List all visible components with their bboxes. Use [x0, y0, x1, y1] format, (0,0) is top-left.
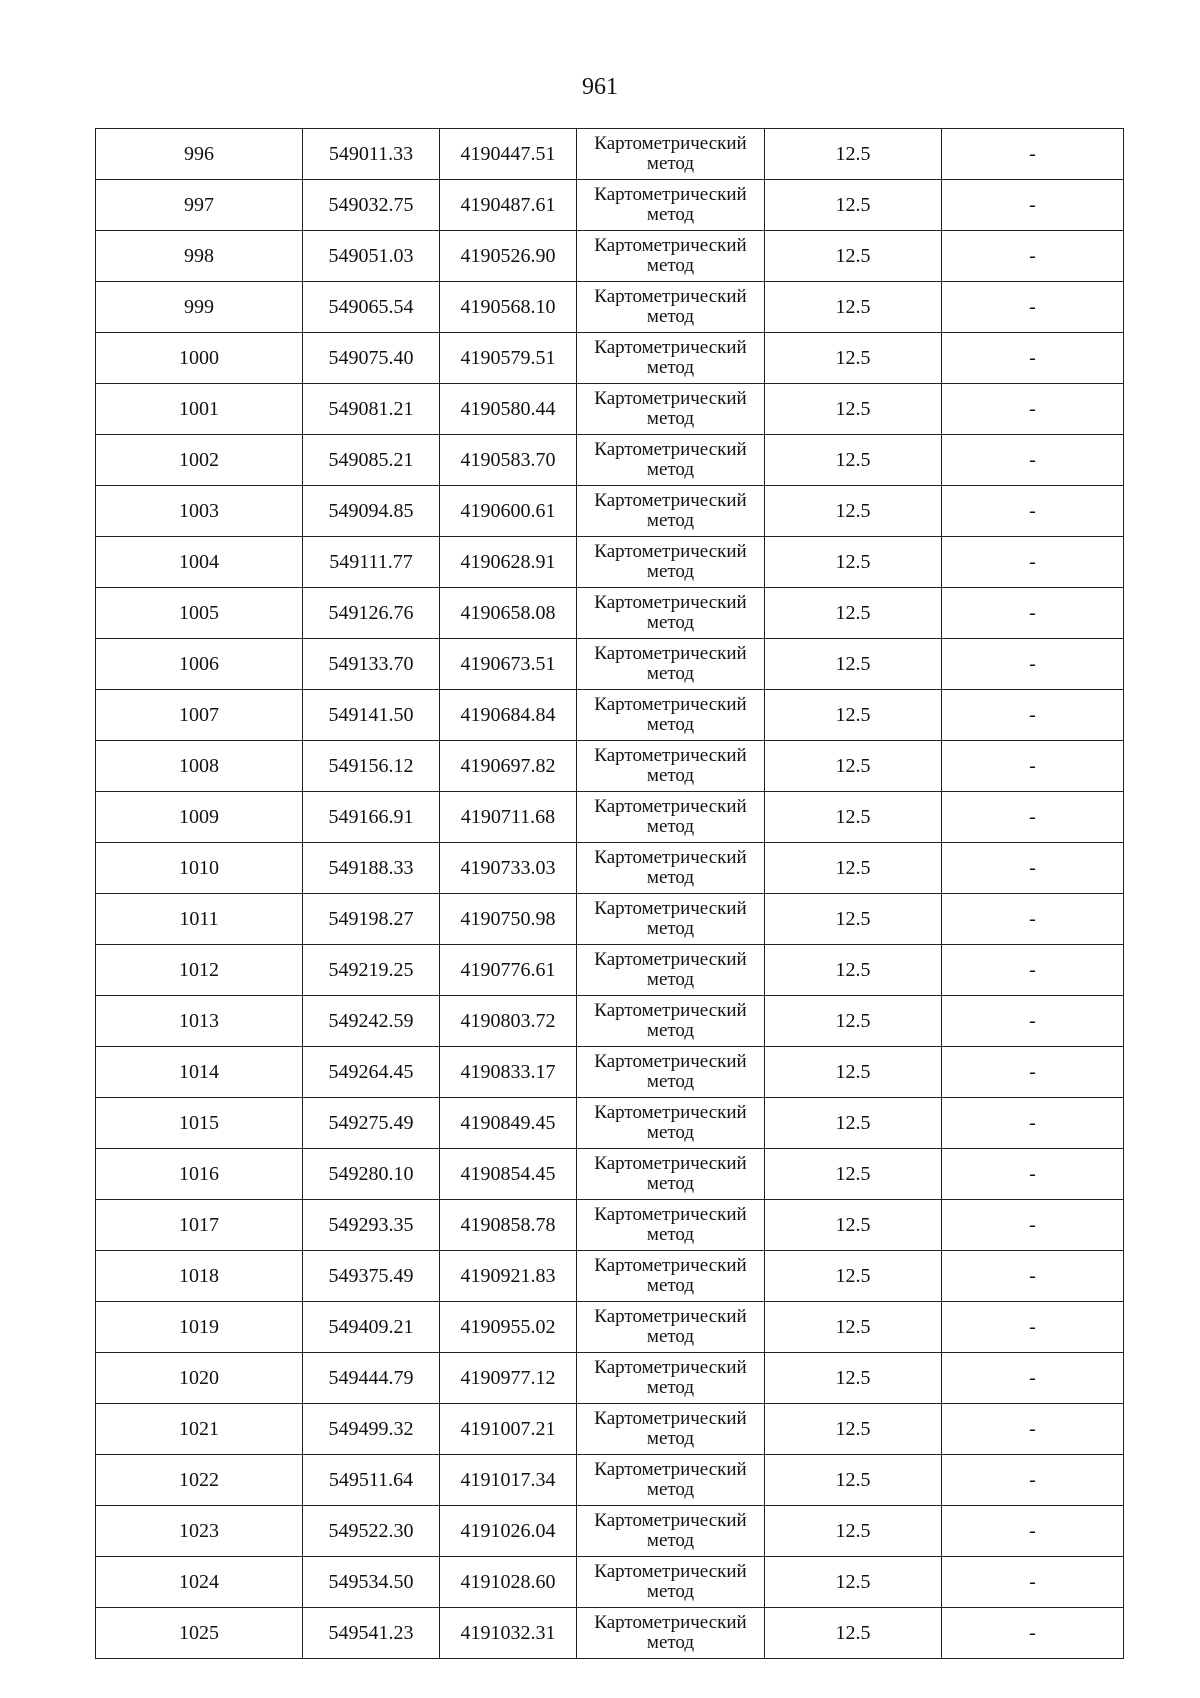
point-number-cell: 996 — [96, 129, 303, 180]
method-line-1: Картометрический — [594, 1561, 747, 1582]
point-number-cell: 1009 — [96, 792, 303, 843]
method-line-1: Картометрический — [594, 541, 747, 562]
x-coordinate-cell: 549280.10 — [303, 1149, 440, 1200]
method-line-1: Картометрический — [594, 235, 747, 256]
method-line-2: метод — [646, 1428, 695, 1449]
table-row — [96, 945, 1124, 996]
accuracy-cell: 12.5 — [765, 1200, 942, 1251]
table-row — [96, 1098, 1124, 1149]
x-coordinate-cell: 549541.23 — [303, 1608, 440, 1659]
method-line-2: метод — [646, 561, 695, 582]
y-coordinate-cell: 4191017.34 — [440, 1455, 577, 1506]
method-line-2: метод — [646, 357, 695, 378]
table-row — [96, 231, 1124, 282]
method-cell — [577, 1149, 765, 1200]
table-row — [96, 741, 1124, 792]
method-cell — [577, 1353, 765, 1404]
note-cell: - — [942, 282, 1124, 333]
note-cell: - — [942, 639, 1124, 690]
method-line-2: метод — [646, 255, 695, 276]
note-cell: - — [942, 894, 1124, 945]
method-line-2: метод — [646, 204, 695, 225]
method-line-1: Картометрический — [594, 1459, 747, 1480]
x-coordinate-cell: 549111.77 — [303, 537, 440, 588]
point-number-cell: 1020 — [96, 1353, 303, 1404]
table-row — [96, 282, 1124, 333]
method-line-1: Картометрический — [594, 490, 747, 511]
method-cell — [577, 843, 765, 894]
note-cell: - — [942, 129, 1124, 180]
note-cell: - — [942, 1251, 1124, 1302]
point-number-cell: 1007 — [96, 690, 303, 741]
note-cell: - — [942, 1200, 1124, 1251]
method-line-2: метод — [646, 969, 695, 990]
table-row — [96, 843, 1124, 894]
method-line-1: Картометрический — [594, 1051, 747, 1072]
point-number-cell: 1008 — [96, 741, 303, 792]
x-coordinate-cell: 549409.21 — [303, 1302, 440, 1353]
table-row — [96, 639, 1124, 690]
accuracy-cell: 12.5 — [765, 1608, 942, 1659]
note-cell: - — [942, 741, 1124, 792]
accuracy-cell: 12.5 — [765, 1404, 942, 1455]
point-number-cell: 1015 — [96, 1098, 303, 1149]
table-row — [96, 792, 1124, 843]
method-cell — [577, 282, 765, 333]
accuracy-cell: 12.5 — [765, 1098, 942, 1149]
accuracy-cell: 12.5 — [765, 639, 942, 690]
y-coordinate-cell: 4190977.12 — [440, 1353, 577, 1404]
accuracy-cell: 12.5 — [765, 792, 942, 843]
method-line-1: Картометрический — [594, 133, 747, 154]
method-line-2: метод — [646, 408, 695, 429]
method-line-2: метод — [646, 1326, 695, 1347]
x-coordinate-cell: 549011.33 — [303, 129, 440, 180]
point-number-cell: 1022 — [96, 1455, 303, 1506]
table-row — [96, 1404, 1124, 1455]
method-line-2: метод — [646, 1071, 695, 1092]
method-cell — [577, 1608, 765, 1659]
method-cell — [577, 231, 765, 282]
method-cell — [577, 894, 765, 945]
note-cell: - — [942, 690, 1124, 741]
accuracy-cell: 12.5 — [765, 894, 942, 945]
accuracy-cell: 12.5 — [765, 435, 942, 486]
method-cell — [577, 180, 765, 231]
note-cell: - — [942, 588, 1124, 639]
point-number-cell: 1010 — [96, 843, 303, 894]
x-coordinate-cell: 549275.49 — [303, 1098, 440, 1149]
accuracy-cell: 12.5 — [765, 282, 942, 333]
table-row — [96, 1353, 1124, 1404]
table-row — [96, 1557, 1124, 1608]
table-row — [96, 588, 1124, 639]
method-cell — [577, 690, 765, 741]
y-coordinate-cell: 4190849.45 — [440, 1098, 577, 1149]
table-row — [96, 1608, 1124, 1659]
x-coordinate-cell: 549511.64 — [303, 1455, 440, 1506]
table-row — [96, 1047, 1124, 1098]
y-coordinate-cell: 4191032.31 — [440, 1608, 577, 1659]
method-line-2: метод — [646, 1224, 695, 1245]
table-row — [96, 384, 1124, 435]
x-coordinate-cell: 549075.40 — [303, 333, 440, 384]
point-number-cell: 1019 — [96, 1302, 303, 1353]
method-line-1: Картометрический — [594, 1306, 747, 1327]
method-cell — [577, 1251, 765, 1302]
point-number-cell: 1000 — [96, 333, 303, 384]
method-line-2: метод — [646, 1530, 695, 1551]
note-cell: - — [942, 537, 1124, 588]
method-line-1: Картометрический — [594, 643, 747, 664]
method-cell — [577, 129, 765, 180]
x-coordinate-cell: 549032.75 — [303, 180, 440, 231]
accuracy-cell: 12.5 — [765, 588, 942, 639]
y-coordinate-cell: 4190711.68 — [440, 792, 577, 843]
point-number-cell: 1021 — [96, 1404, 303, 1455]
accuracy-cell: 12.5 — [765, 129, 942, 180]
x-coordinate-cell: 549198.27 — [303, 894, 440, 945]
table-row — [96, 996, 1124, 1047]
point-number-cell: 1023 — [96, 1506, 303, 1557]
method-line-2: метод — [646, 1275, 695, 1296]
accuracy-cell: 12.5 — [765, 180, 942, 231]
y-coordinate-cell: 4190955.02 — [440, 1302, 577, 1353]
x-coordinate-cell: 549522.30 — [303, 1506, 440, 1557]
point-number-cell: 1014 — [96, 1047, 303, 1098]
method-cell — [577, 1404, 765, 1455]
y-coordinate-cell: 4190921.83 — [440, 1251, 577, 1302]
x-coordinate-cell: 549188.33 — [303, 843, 440, 894]
point-number-cell: 1012 — [96, 945, 303, 996]
method-line-2: метод — [646, 1377, 695, 1398]
accuracy-cell: 12.5 — [765, 945, 942, 996]
point-number-cell: 1006 — [96, 639, 303, 690]
note-cell: - — [942, 486, 1124, 537]
y-coordinate-cell: 4190579.51 — [440, 333, 577, 384]
method-line-1: Картометрический — [594, 1612, 747, 1633]
note-cell: - — [942, 1608, 1124, 1659]
method-line-1: Картометрический — [594, 949, 747, 970]
x-coordinate-cell: 549219.25 — [303, 945, 440, 996]
point-number-cell: 1005 — [96, 588, 303, 639]
point-number-cell: 999 — [96, 282, 303, 333]
method-cell — [577, 1098, 765, 1149]
method-line-2: метод — [646, 1173, 695, 1194]
method-line-1: Картометрический — [594, 439, 747, 460]
y-coordinate-cell: 4190568.10 — [440, 282, 577, 333]
method-line-2: метод — [646, 1122, 695, 1143]
accuracy-cell: 12.5 — [765, 690, 942, 741]
x-coordinate-cell: 549081.21 — [303, 384, 440, 435]
method-line-2: метод — [646, 1581, 695, 1602]
table-row — [96, 894, 1124, 945]
table-row — [96, 537, 1124, 588]
y-coordinate-cell: 4190580.44 — [440, 384, 577, 435]
method-cell — [577, 588, 765, 639]
method-line-1: Картометрический — [594, 1255, 747, 1276]
method-cell — [577, 945, 765, 996]
method-line-2: метод — [646, 153, 695, 174]
point-number-cell: 1002 — [96, 435, 303, 486]
method-line-2: метод — [646, 714, 695, 735]
note-cell: - — [942, 435, 1124, 486]
table-row — [96, 180, 1124, 231]
method-line-1: Картометрический — [594, 796, 747, 817]
note-cell: - — [942, 996, 1124, 1047]
point-number-cell: 1001 — [96, 384, 303, 435]
method-line-1: Картометрический — [594, 1000, 747, 1021]
method-cell — [577, 639, 765, 690]
point-number-cell: 1011 — [96, 894, 303, 945]
method-line-1: Картометрический — [594, 184, 747, 205]
table-row — [96, 1251, 1124, 1302]
method-line-2: метод — [646, 1632, 695, 1653]
note-cell: - — [942, 333, 1124, 384]
x-coordinate-cell: 549166.91 — [303, 792, 440, 843]
x-coordinate-cell: 549133.70 — [303, 639, 440, 690]
point-number-cell: 1017 — [96, 1200, 303, 1251]
method-cell — [577, 1302, 765, 1353]
point-number-cell: 1003 — [96, 486, 303, 537]
point-number-cell: 1025 — [96, 1608, 303, 1659]
note-cell: - — [942, 1404, 1124, 1455]
method-line-2: метод — [646, 918, 695, 939]
x-coordinate-cell: 549156.12 — [303, 741, 440, 792]
y-coordinate-cell: 4190858.78 — [440, 1200, 577, 1251]
point-number-cell: 997 — [96, 180, 303, 231]
note-cell: - — [942, 384, 1124, 435]
accuracy-cell: 12.5 — [765, 1557, 942, 1608]
accuracy-cell: 12.5 — [765, 333, 942, 384]
accuracy-cell: 12.5 — [765, 486, 942, 537]
note-cell: - — [942, 180, 1124, 231]
x-coordinate-cell: 549293.35 — [303, 1200, 440, 1251]
method-line-1: Картометрический — [594, 1204, 747, 1225]
table-row — [96, 690, 1124, 741]
y-coordinate-cell: 4190526.90 — [440, 231, 577, 282]
table-body — [96, 129, 1124, 1659]
page-number: 961 — [582, 74, 618, 100]
method-line-1: Картометрический — [594, 1102, 747, 1123]
y-coordinate-cell: 4190673.51 — [440, 639, 577, 690]
table-row — [96, 1200, 1124, 1251]
method-cell — [577, 996, 765, 1047]
y-coordinate-cell: 4190600.61 — [440, 486, 577, 537]
x-coordinate-cell: 549094.85 — [303, 486, 440, 537]
method-line-2: метод — [646, 510, 695, 531]
method-line-1: Картометрический — [594, 1408, 747, 1429]
method-line-1: Картометрический — [594, 1357, 747, 1378]
note-cell: - — [942, 1557, 1124, 1608]
y-coordinate-cell: 4190833.17 — [440, 1047, 577, 1098]
point-number-cell: 1013 — [96, 996, 303, 1047]
accuracy-cell: 12.5 — [765, 1455, 942, 1506]
x-coordinate-cell: 549126.76 — [303, 588, 440, 639]
accuracy-cell: 12.5 — [765, 1302, 942, 1353]
x-coordinate-cell: 549065.54 — [303, 282, 440, 333]
point-number-cell: 998 — [96, 231, 303, 282]
method-cell — [577, 792, 765, 843]
method-line-2: метод — [646, 1479, 695, 1500]
method-cell — [577, 384, 765, 435]
y-coordinate-cell: 4190803.72 — [440, 996, 577, 1047]
method-cell — [577, 741, 765, 792]
point-number-cell: 1016 — [96, 1149, 303, 1200]
method-cell — [577, 1047, 765, 1098]
method-cell — [577, 1200, 765, 1251]
x-coordinate-cell: 549534.50 — [303, 1557, 440, 1608]
accuracy-cell: 12.5 — [765, 741, 942, 792]
method-line-1: Картометрический — [594, 745, 747, 766]
method-line-1: Картометрический — [594, 1510, 747, 1531]
x-coordinate-cell: 549085.21 — [303, 435, 440, 486]
point-number-cell: 1018 — [96, 1251, 303, 1302]
accuracy-cell: 12.5 — [765, 1047, 942, 1098]
y-coordinate-cell: 4190658.08 — [440, 588, 577, 639]
method-line-2: метод — [646, 459, 695, 480]
accuracy-cell: 12.5 — [765, 1506, 942, 1557]
x-coordinate-cell: 549242.59 — [303, 996, 440, 1047]
method-cell — [577, 1557, 765, 1608]
table-row — [96, 129, 1124, 180]
method-cell — [577, 537, 765, 588]
table-row — [96, 1149, 1124, 1200]
accuracy-cell: 12.5 — [765, 996, 942, 1047]
x-coordinate-cell: 549051.03 — [303, 231, 440, 282]
y-coordinate-cell: 4190447.51 — [440, 129, 577, 180]
coordinates-table — [95, 128, 1124, 1659]
y-coordinate-cell: 4191007.21 — [440, 1404, 577, 1455]
y-coordinate-cell: 4190750.98 — [440, 894, 577, 945]
method-line-1: Картометрический — [594, 847, 747, 868]
note-cell: - — [942, 1353, 1124, 1404]
accuracy-cell: 12.5 — [765, 1149, 942, 1200]
y-coordinate-cell: 4190583.70 — [440, 435, 577, 486]
x-coordinate-cell: 549141.50 — [303, 690, 440, 741]
x-coordinate-cell: 549264.45 — [303, 1047, 440, 1098]
y-coordinate-cell: 4190776.61 — [440, 945, 577, 996]
method-line-2: метод — [646, 765, 695, 786]
table-row — [96, 1455, 1124, 1506]
note-cell: - — [942, 843, 1124, 894]
method-line-2: метод — [646, 816, 695, 837]
table-row — [96, 333, 1124, 384]
y-coordinate-cell: 4190487.61 — [440, 180, 577, 231]
method-line-2: метод — [646, 867, 695, 888]
method-line-1: Картометрический — [594, 898, 747, 919]
point-number-cell: 1004 — [96, 537, 303, 588]
y-coordinate-cell: 4190697.82 — [440, 741, 577, 792]
method-line-2: метод — [646, 612, 695, 633]
y-coordinate-cell: 4190733.03 — [440, 843, 577, 894]
method-line-1: Картометрический — [594, 286, 747, 307]
method-line-1: Картометрический — [594, 388, 747, 409]
point-number-cell: 1024 — [96, 1557, 303, 1608]
method-line-2: метод — [646, 663, 695, 684]
y-coordinate-cell: 4190684.84 — [440, 690, 577, 741]
accuracy-cell: 12.5 — [765, 231, 942, 282]
method-line-1: Картометрический — [594, 337, 747, 358]
accuracy-cell: 12.5 — [765, 1353, 942, 1404]
y-coordinate-cell: 4190854.45 — [440, 1149, 577, 1200]
method-line-1: Картометрический — [594, 1153, 747, 1174]
method-cell — [577, 333, 765, 384]
accuracy-cell: 12.5 — [765, 384, 942, 435]
method-cell — [577, 435, 765, 486]
table-row — [96, 1302, 1124, 1353]
y-coordinate-cell: 4190628.91 — [440, 537, 577, 588]
note-cell: - — [942, 945, 1124, 996]
note-cell: - — [942, 1047, 1124, 1098]
method-line-2: метод — [646, 306, 695, 327]
method-cell — [577, 1455, 765, 1506]
note-cell: - — [942, 792, 1124, 843]
accuracy-cell: 12.5 — [765, 537, 942, 588]
table-row — [96, 486, 1124, 537]
table-row — [96, 1506, 1124, 1557]
note-cell: - — [942, 1098, 1124, 1149]
method-line-2: метод — [646, 1020, 695, 1041]
y-coordinate-cell: 4191026.04 — [440, 1506, 577, 1557]
accuracy-cell: 12.5 — [765, 843, 942, 894]
method-line-1: Картометрический — [594, 592, 747, 613]
table-row — [96, 435, 1124, 486]
note-cell: - — [942, 1302, 1124, 1353]
method-cell — [577, 486, 765, 537]
note-cell: - — [942, 231, 1124, 282]
x-coordinate-cell: 549499.32 — [303, 1404, 440, 1455]
y-coordinate-cell: 4191028.60 — [440, 1557, 577, 1608]
x-coordinate-cell: 549444.79 — [303, 1353, 440, 1404]
x-coordinate-cell: 549375.49 — [303, 1251, 440, 1302]
method-line-1: Картометрический — [594, 694, 747, 715]
note-cell: - — [942, 1149, 1124, 1200]
accuracy-cell: 12.5 — [765, 1251, 942, 1302]
note-cell: - — [942, 1506, 1124, 1557]
note-cell: - — [942, 1455, 1124, 1506]
method-cell — [577, 1506, 765, 1557]
